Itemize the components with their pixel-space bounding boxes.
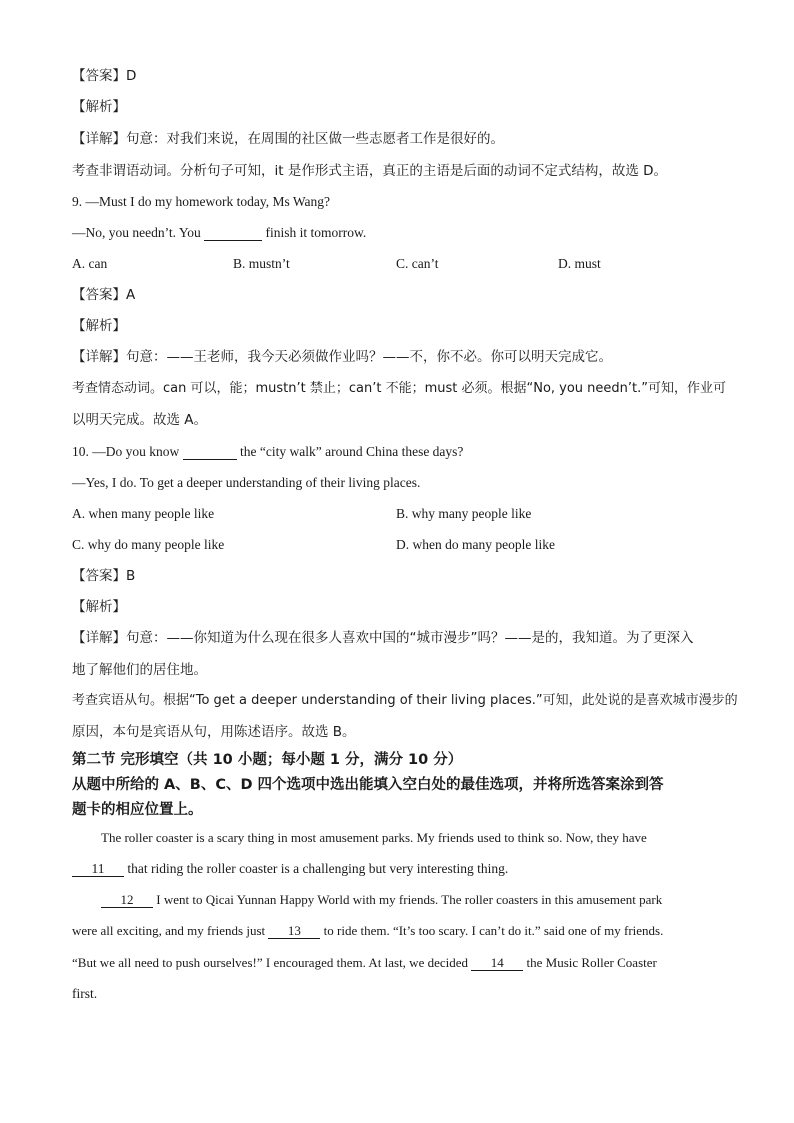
analysis-tag-10: 【解析】 bbox=[72, 599, 126, 615]
analysis-tag-9: 【解析】 bbox=[72, 318, 126, 334]
detail-line-8 bbox=[72, 130, 504, 148]
stem-text-b: the “city walk” around China these days? bbox=[240, 444, 464, 459]
option-a: A. can bbox=[72, 256, 108, 271]
passage-p2-line4: first. bbox=[72, 986, 98, 1001]
answer-value: B bbox=[126, 568, 136, 584]
passage-text: that riding the roller coaster is a challenging but very interesting thing. bbox=[127, 861, 509, 876]
detail-line-10-cont: 地了解他们的居住地。 bbox=[72, 662, 207, 678]
option-d: D. must bbox=[558, 256, 601, 271]
question-10-stem bbox=[72, 443, 463, 461]
section-instruction-line2: 题卡的相应位置上。 bbox=[72, 802, 203, 818]
question-10-reply: —Yes, I do. To get a deeper understanding of their living places. bbox=[72, 475, 421, 490]
answer-tag: 【答案】 bbox=[72, 568, 126, 584]
cloze-blank-11: 11 bbox=[72, 861, 124, 877]
cloze-blank-14: 14 bbox=[471, 955, 523, 971]
option-c: C. can’t bbox=[396, 256, 439, 271]
answer-blank bbox=[183, 444, 237, 460]
answer-line-10 bbox=[72, 567, 135, 585]
explanation-8: 考查非谓语动词。分析句子可知，it 是作形式主语，真正的主语是后面的动词不定式结构，故选 D。 bbox=[72, 163, 668, 179]
detail-tag: 【详解】 bbox=[72, 630, 126, 646]
option-b: B. mustn’t bbox=[233, 256, 290, 271]
passage-p2-line3 bbox=[72, 954, 657, 972]
answer-tag: 【答案】 bbox=[72, 287, 126, 303]
section-heading: 第二节 完形填空（共 10 小题；每小题 1 分，满分 10 分） bbox=[72, 752, 463, 768]
reply-text-a: —No, you needn’t. You bbox=[72, 225, 201, 240]
answer-value: D bbox=[126, 68, 137, 84]
answer-line-9 bbox=[72, 286, 135, 304]
explanation-9-line2: 以明天完成。故选 A。 bbox=[72, 412, 208, 428]
passage-p2-line1 bbox=[101, 891, 662, 909]
detail-text: 句意：——你知道为什么现在很多人喜欢中国的“城市漫步”吗？——是的，我知道。为了更深入 bbox=[126, 630, 694, 646]
answer-tag: 【答案】 bbox=[72, 68, 126, 84]
passage-text: I went to Qicai Yunnan Happy World with my friends. The roller coasters in this amusement park bbox=[156, 892, 663, 907]
passage-p1-line2 bbox=[72, 860, 508, 878]
passage-p2-line2 bbox=[72, 922, 663, 940]
detail-tag: 【详解】 bbox=[72, 349, 126, 365]
option-a: A. when many people like bbox=[72, 506, 215, 521]
section-instruction-line1: 从题中所给的 A、B、C、D 四个选项中选出能填入空白处的最佳选项，并将所选答案涂到答 bbox=[72, 777, 664, 793]
passage-text: were all exciting, and my friends just bbox=[72, 923, 266, 938]
answer-blank bbox=[204, 225, 262, 241]
explanation-10-line2: 原因，本句是宾语从句，用陈述语序。故选 B。 bbox=[72, 724, 356, 740]
answer-line-8 bbox=[72, 67, 136, 85]
explanation-9-line1: 考查情态动词。can 可以，能；mustn’t 禁止；can’t 不能；must 必须。根据“No, you needn’t.”可知，作业可 bbox=[72, 381, 726, 396]
detail-line-10 bbox=[72, 629, 694, 647]
explanation-10-line1: 考查宾语从句。根据“To get a deeper understanding of their living places.”可知，此处说的是喜欢城市漫步的 bbox=[72, 693, 738, 708]
passage-text: “But we all need to push ourselves!” I encouraged them. At last, we decided bbox=[72, 955, 469, 970]
cloze-blank-13: 13 bbox=[268, 923, 320, 939]
analysis-tag-8: 【解析】 bbox=[72, 99, 126, 115]
detail-text: 句意：——王老师，我今天必须做作业吗？——不，你不必。你可以明天完成它。 bbox=[126, 349, 612, 365]
answer-value: A bbox=[126, 287, 136, 303]
passage-p1-line1: The roller coaster is a scary thing in most amusement parks. My friends used to think so. Now, they have bbox=[101, 830, 647, 845]
stem-text-a: 10. —Do you know bbox=[72, 444, 180, 459]
passage-text: to ride them. “It’s too scary. I can’t do it.” said one of my friends. bbox=[323, 923, 664, 938]
question-9-reply bbox=[72, 224, 366, 242]
cloze-blank-12: 12 bbox=[101, 892, 153, 908]
option-d: D. when do many people like bbox=[396, 537, 555, 552]
option-b: B. why many people like bbox=[396, 506, 532, 521]
question-9-stem: 9. —Must I do my homework today, Ms Wang? bbox=[72, 194, 331, 209]
detail-line-9 bbox=[72, 348, 612, 366]
reply-text-b: finish it tomorrow. bbox=[265, 225, 367, 240]
option-c: C. why do many people like bbox=[72, 537, 225, 552]
passage-text: the Music Roller Coaster bbox=[526, 955, 657, 970]
detail-text: 句意：对我们来说，在周围的社区做一些志愿者工作是很好的。 bbox=[126, 131, 504, 147]
detail-tag: 【详解】 bbox=[72, 131, 126, 147]
